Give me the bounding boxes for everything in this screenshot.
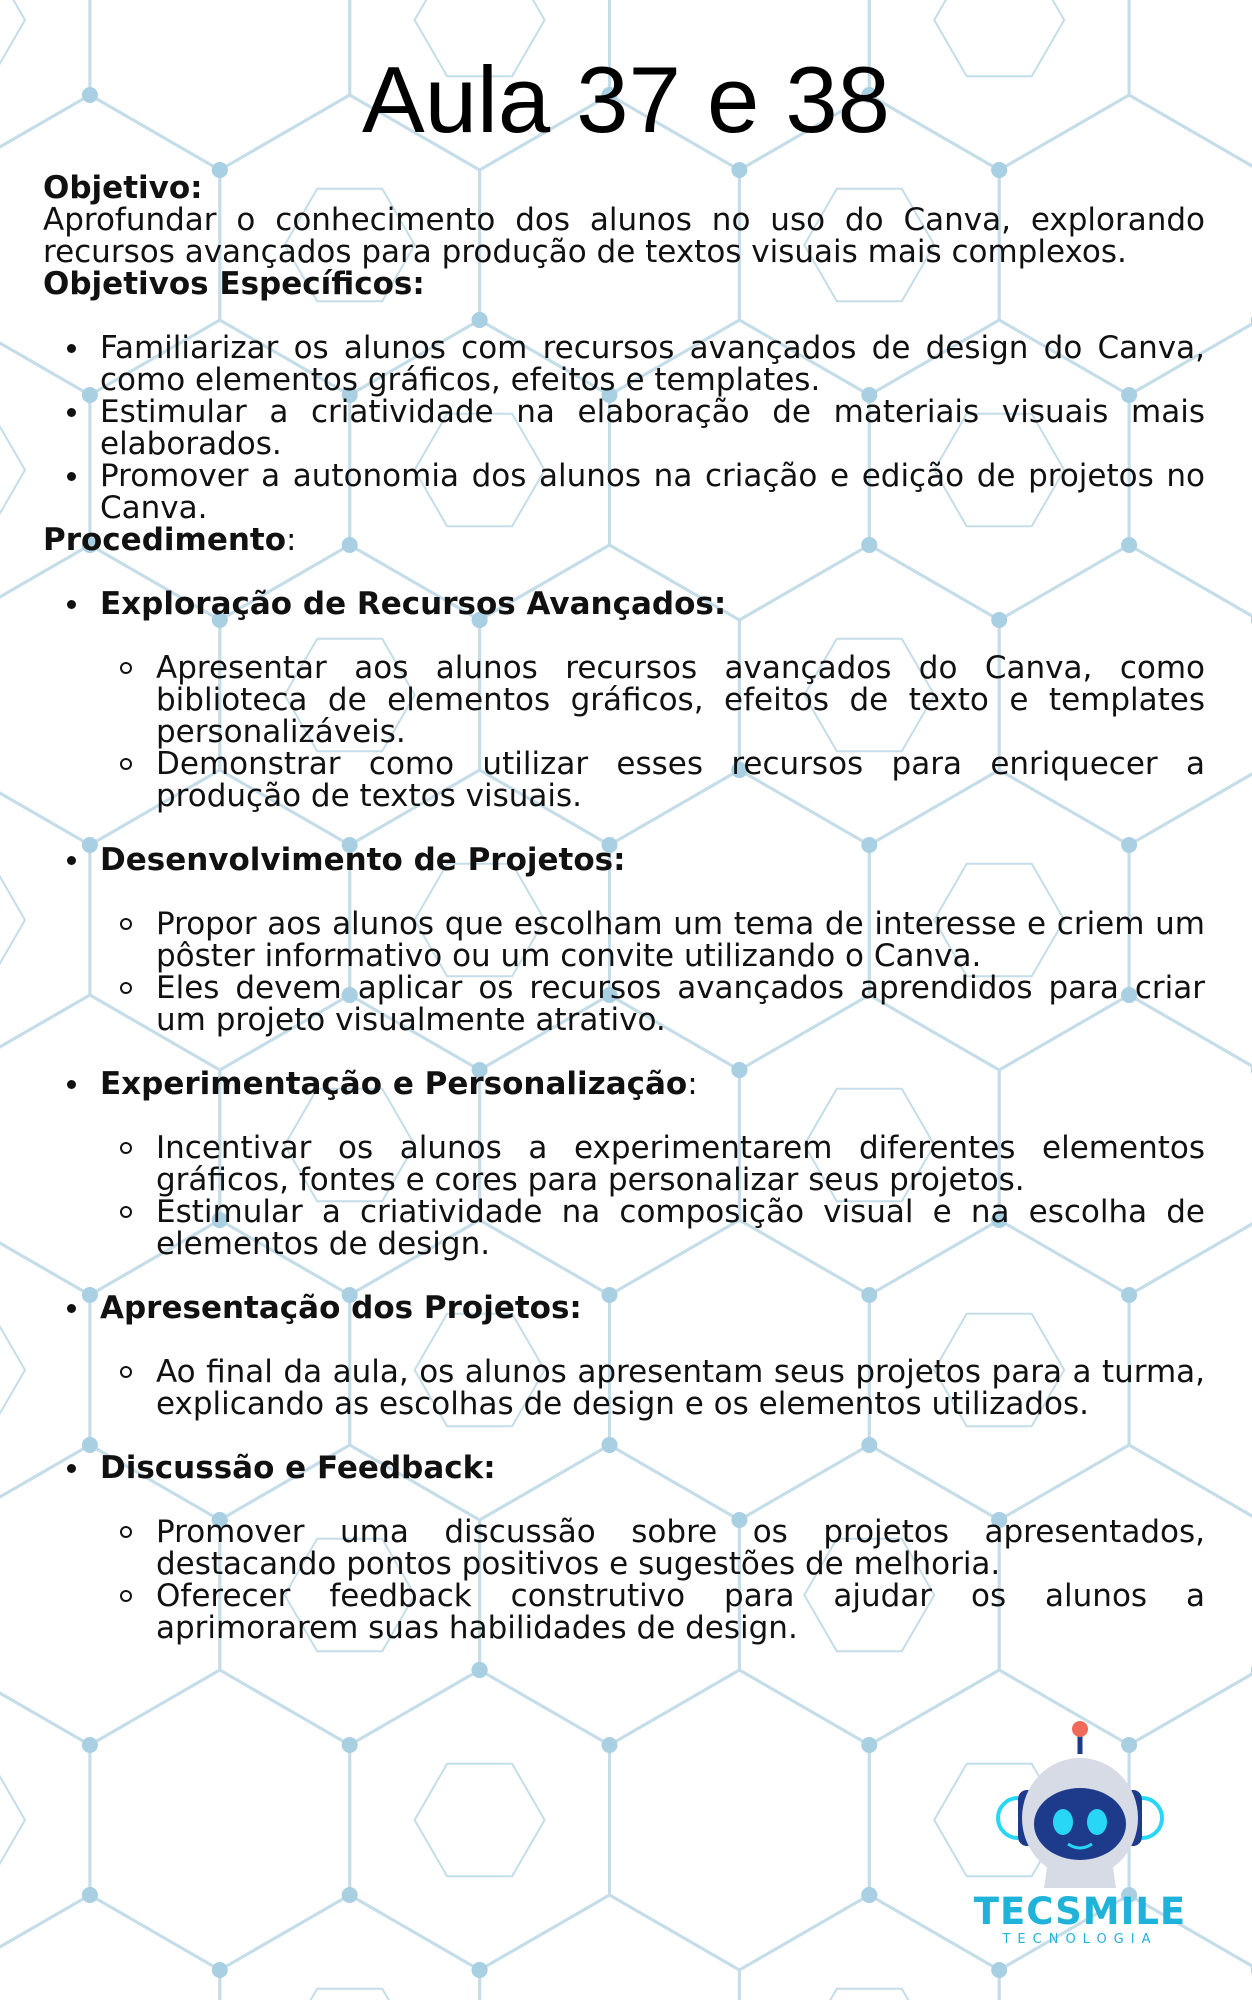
list-item: Promover a autonomia dos alunos na criação e edição de projetos no Canva.	[43, 460, 1205, 524]
list-item: Estimular a criatividade na composição visual e na escolha de elementos de design.	[43, 1196, 1205, 1260]
list-item: Estimular a criatividade na elaboração de materiais visuais mais elaborados.	[43, 396, 1205, 460]
step-items	[43, 652, 1205, 812]
logo-wordmark: TECSMILE	[973, 1890, 1187, 1933]
list-item: Propor aos alunos que escolham um tema de interesse e criem um pôster informativo ou um convite utilizando o Canva.	[43, 908, 1205, 972]
step-title-text: Experimentação e Personalização	[100, 1066, 688, 1102]
list-item: Eles devem aplicar os recursos avançados aprendidos para criar um projeto visualmente atrativo.	[43, 972, 1205, 1036]
page-title: Aula 37 e 38	[362, 47, 890, 152]
list-item: Incentivar os alunos a experimentarem diferentes elementos gráficos, fontes e cores para personalizar seus projetos.	[43, 1132, 1205, 1196]
procedimento-steps	[43, 1452, 1205, 1484]
especificos-heading: Objetivos Específicos:	[43, 266, 425, 302]
step-title	[43, 1292, 1205, 1324]
robot-icon	[960, 1720, 1200, 1890]
procedimento-colon: :	[286, 522, 297, 558]
step-items	[43, 1516, 1205, 1644]
list-item: Apresentar aos alunos recursos avançados do Canva, como biblioteca de elementos gráficos, efeitos de texto e templates personalizáveis.	[43, 652, 1205, 748]
list-item: Familiarizar os alunos com recursos avançados de design do Canva, como elementos gráficos, efeitos e templates.	[43, 332, 1205, 396]
procedimento-steps	[43, 1068, 1205, 1100]
list-item: Ao final da aula, os alunos apresentam seus projetos para a turma, explicando as escolhas de design e os elementos utilizados.	[43, 1356, 1205, 1420]
step-items	[43, 1132, 1205, 1260]
procedimento-steps	[43, 844, 1205, 876]
objetivo-text: Aprofundar o conhecimento dos alunos no uso do Canva, explorando recursos avançados para produção de textos visuais mais complexos.	[43, 202, 1205, 270]
step-title	[43, 844, 1205, 876]
step-title-suffix: :	[687, 1066, 698, 1102]
step-title	[43, 588, 1205, 620]
step-title-text: Desenvolvimento de Projetos:	[100, 842, 626, 878]
especificos-list	[43, 332, 1205, 524]
procedimento-steps	[43, 1292, 1205, 1324]
procedimento-heading-label: Procedimento	[43, 522, 287, 558]
step-items	[43, 1356, 1205, 1420]
list-item: Demonstrar como utilizar esses recursos para enriquecer a produção de textos visuais.	[43, 748, 1205, 812]
list-item: Promover uma discussão sobre os projetos apresentados, destacando pontos positivos e sugestões de melhoria.	[43, 1516, 1205, 1580]
objetivo-heading: Objetivo:	[43, 170, 203, 206]
list-item: Oferecer feedback construtivo para ajudar os alunos a aprimorarem suas habilidades de design.	[43, 1580, 1205, 1644]
procedimento-steps	[43, 588, 1205, 620]
step-title-text: Discussão e Feedback:	[100, 1450, 496, 1486]
step-title	[43, 1068, 1205, 1100]
tecsmile-logo	[960, 1720, 1200, 1950]
procedimento-heading	[43, 524, 1205, 556]
step-title	[43, 1452, 1205, 1484]
step-title-text: Exploração de Recursos Avançados:	[100, 586, 727, 622]
step-title-text: Apresentação dos Projetos:	[100, 1290, 582, 1326]
step-items	[43, 908, 1205, 1036]
logo-subtitle: TECNOLOGIA	[1002, 1932, 1158, 1947]
lesson-content	[43, 172, 1205, 1644]
